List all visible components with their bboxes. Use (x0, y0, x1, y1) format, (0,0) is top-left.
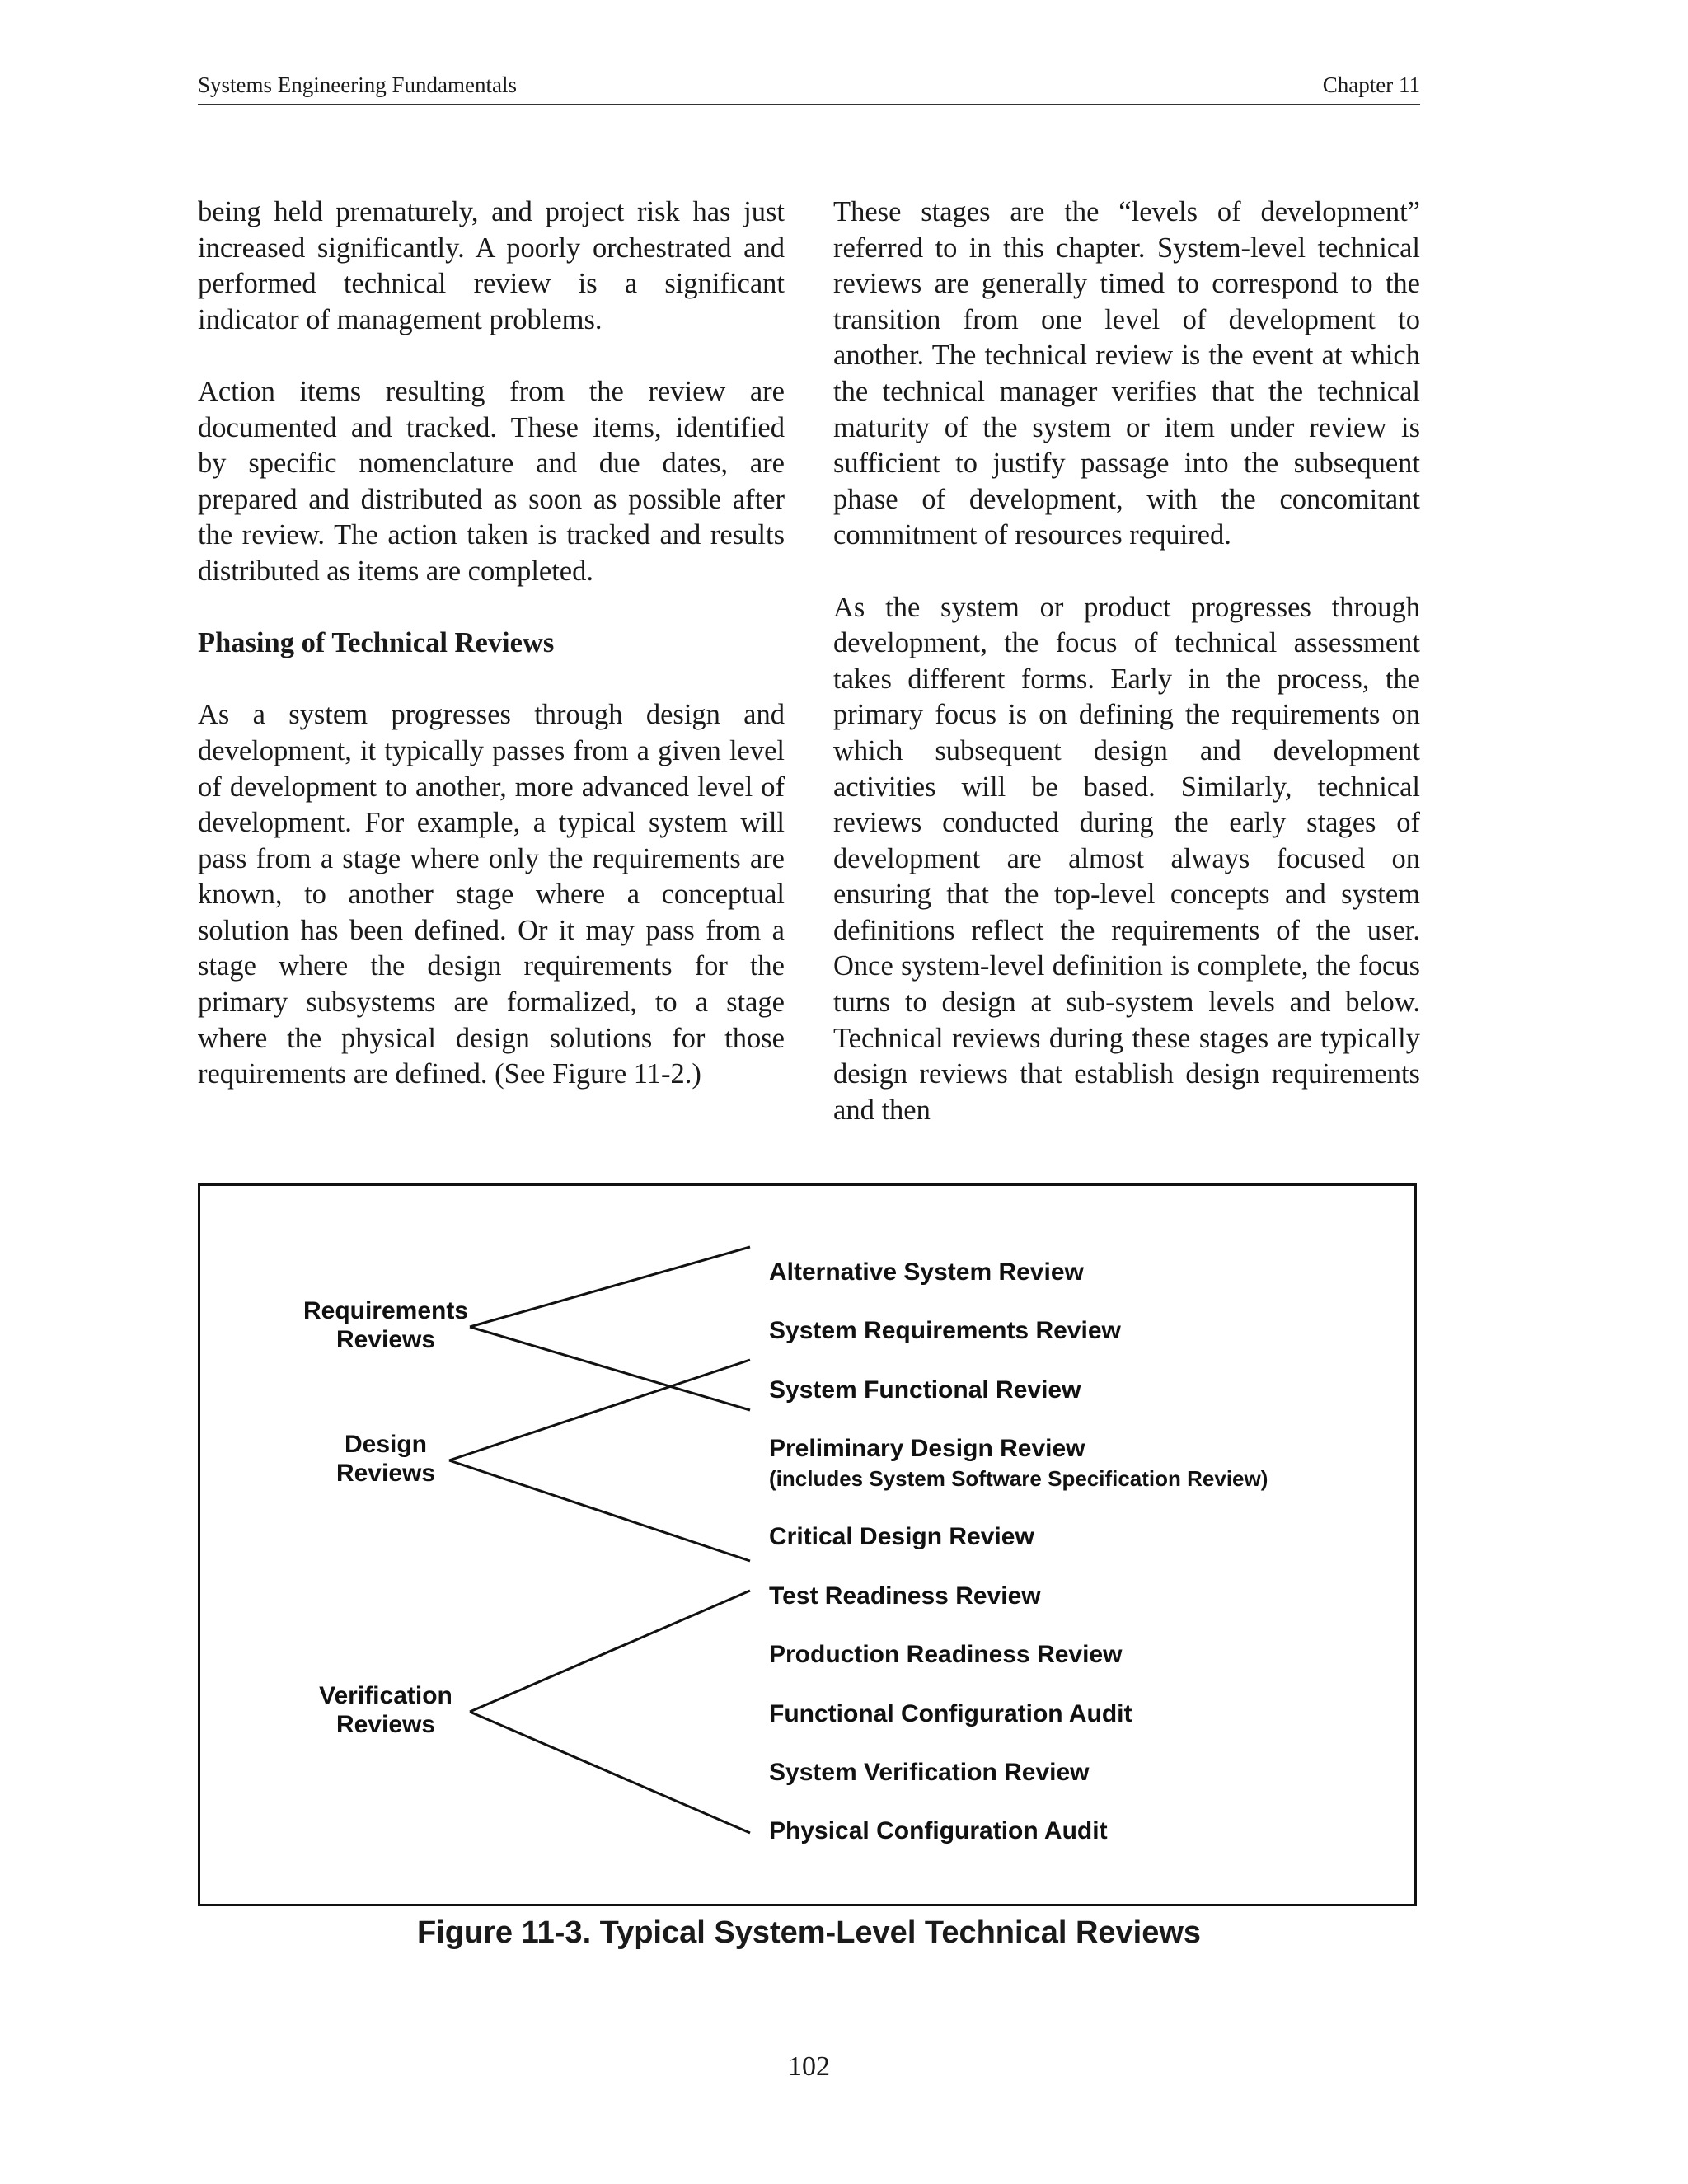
left-paragraph-1: being held prematurely, and project risk has just increased significantly. A poorly orchestrated and performed technical review is a significant indicator of management problems. (198, 196, 785, 335)
page-number: 102 (788, 2051, 830, 2082)
figure-caption: Figure 11-3. Typical System-Level Technical Reviews (416, 1915, 1202, 1950)
review-label: Preliminary Design Review (769, 1435, 1085, 1462)
review-label: System Verification Review (769, 1759, 1090, 1786)
group-label-verification-1: Verification (319, 1682, 452, 1709)
connector-line (449, 1460, 750, 1561)
left-paragraph-3: As a system progresses through design and development, it typically passes from a given level of development to another, more advanced level of development. For example, a typical system will pass from a stage where only the requirements are known, to another stage where a conceptual solution has been defined. Or it may pass from a stage where the design requirements for the primary subsystems are formalized, to a stage where the physical design solutions for those requirements are defined. (See Figure 11-2.) (198, 699, 785, 1090)
group-label-requirements-2: Reviews (335, 1326, 436, 1353)
review-label: Test Readiness Review (769, 1582, 1041, 1610)
header-chapter: Chapter 11 (1322, 73, 1420, 97)
review-label: System Requirements Review (769, 1317, 1121, 1344)
review-label: Functional Configuration Audit (769, 1700, 1132, 1727)
review-label: Physical Configuration Audit (769, 1817, 1108, 1844)
connector-line (470, 1327, 750, 1410)
review-note: (includes System Software Specification Review) (769, 1466, 1268, 1491)
right-paragraph-1: These stages are the “levels of development” referred to in this chapter. System-level technical reviews are generally timed to correspond to the transition from one level of development to another. The technical review is the event at which the technical manager verifies that the technical maturity of the system or item under review is sufficient to justify passage into the subsequent phase of development, with the concomitant commitment of resources required. (833, 196, 1420, 551)
section-heading: Phasing of Technical Reviews (198, 627, 555, 659)
figure-frame (198, 1183, 1417, 1906)
group-label-design-1: Design (344, 1431, 428, 1458)
group-label-design-2: Reviews (335, 1460, 436, 1487)
review-label: Production Readiness Review (769, 1641, 1123, 1668)
right-paragraph-2: As the system or product progresses through development, the focus of technical assessment takes different forms. Early in the process, the primary focus is on defining the requirements on which subsequent design and development activities will be based. Similarly, technical reviews conducted during the early stages of development are almost always focused on ensuring that the top-level concepts and system definitions reflect the requirements of the user. Once system-level definition is complete, the focus turns to design at sub-system levels and below. Technical reviews during these stages are typically design reviews that establish design requirements and then (833, 591, 1420, 1126)
review-label: Alternative System Review (769, 1258, 1084, 1286)
left-paragraph-2: Action items resulting from the review are documented and tracked. These items, identified by specific nomenclature and due dates, are prepared and distributed as soon as possible after the review. The action taken is tracked and results distributed as items are completed. (198, 375, 785, 587)
connector-line (470, 1591, 750, 1712)
group-label-requirements-1: Requirements (302, 1297, 469, 1324)
connector-line (449, 1360, 750, 1460)
left-column (198, 194, 785, 1128)
review-label: Critical Design Review (769, 1523, 1034, 1550)
group-label-verification-2: Reviews (335, 1711, 436, 1738)
connector-line (470, 1247, 750, 1327)
header-book-title: Systems Engineering Fundamentals (198, 73, 517, 97)
review-diagram (200, 1186, 1419, 1909)
right-column (833, 194, 1420, 1165)
connector-line (470, 1712, 750, 1833)
running-header (198, 71, 1420, 105)
review-label: System Functional Review (769, 1376, 1081, 1404)
